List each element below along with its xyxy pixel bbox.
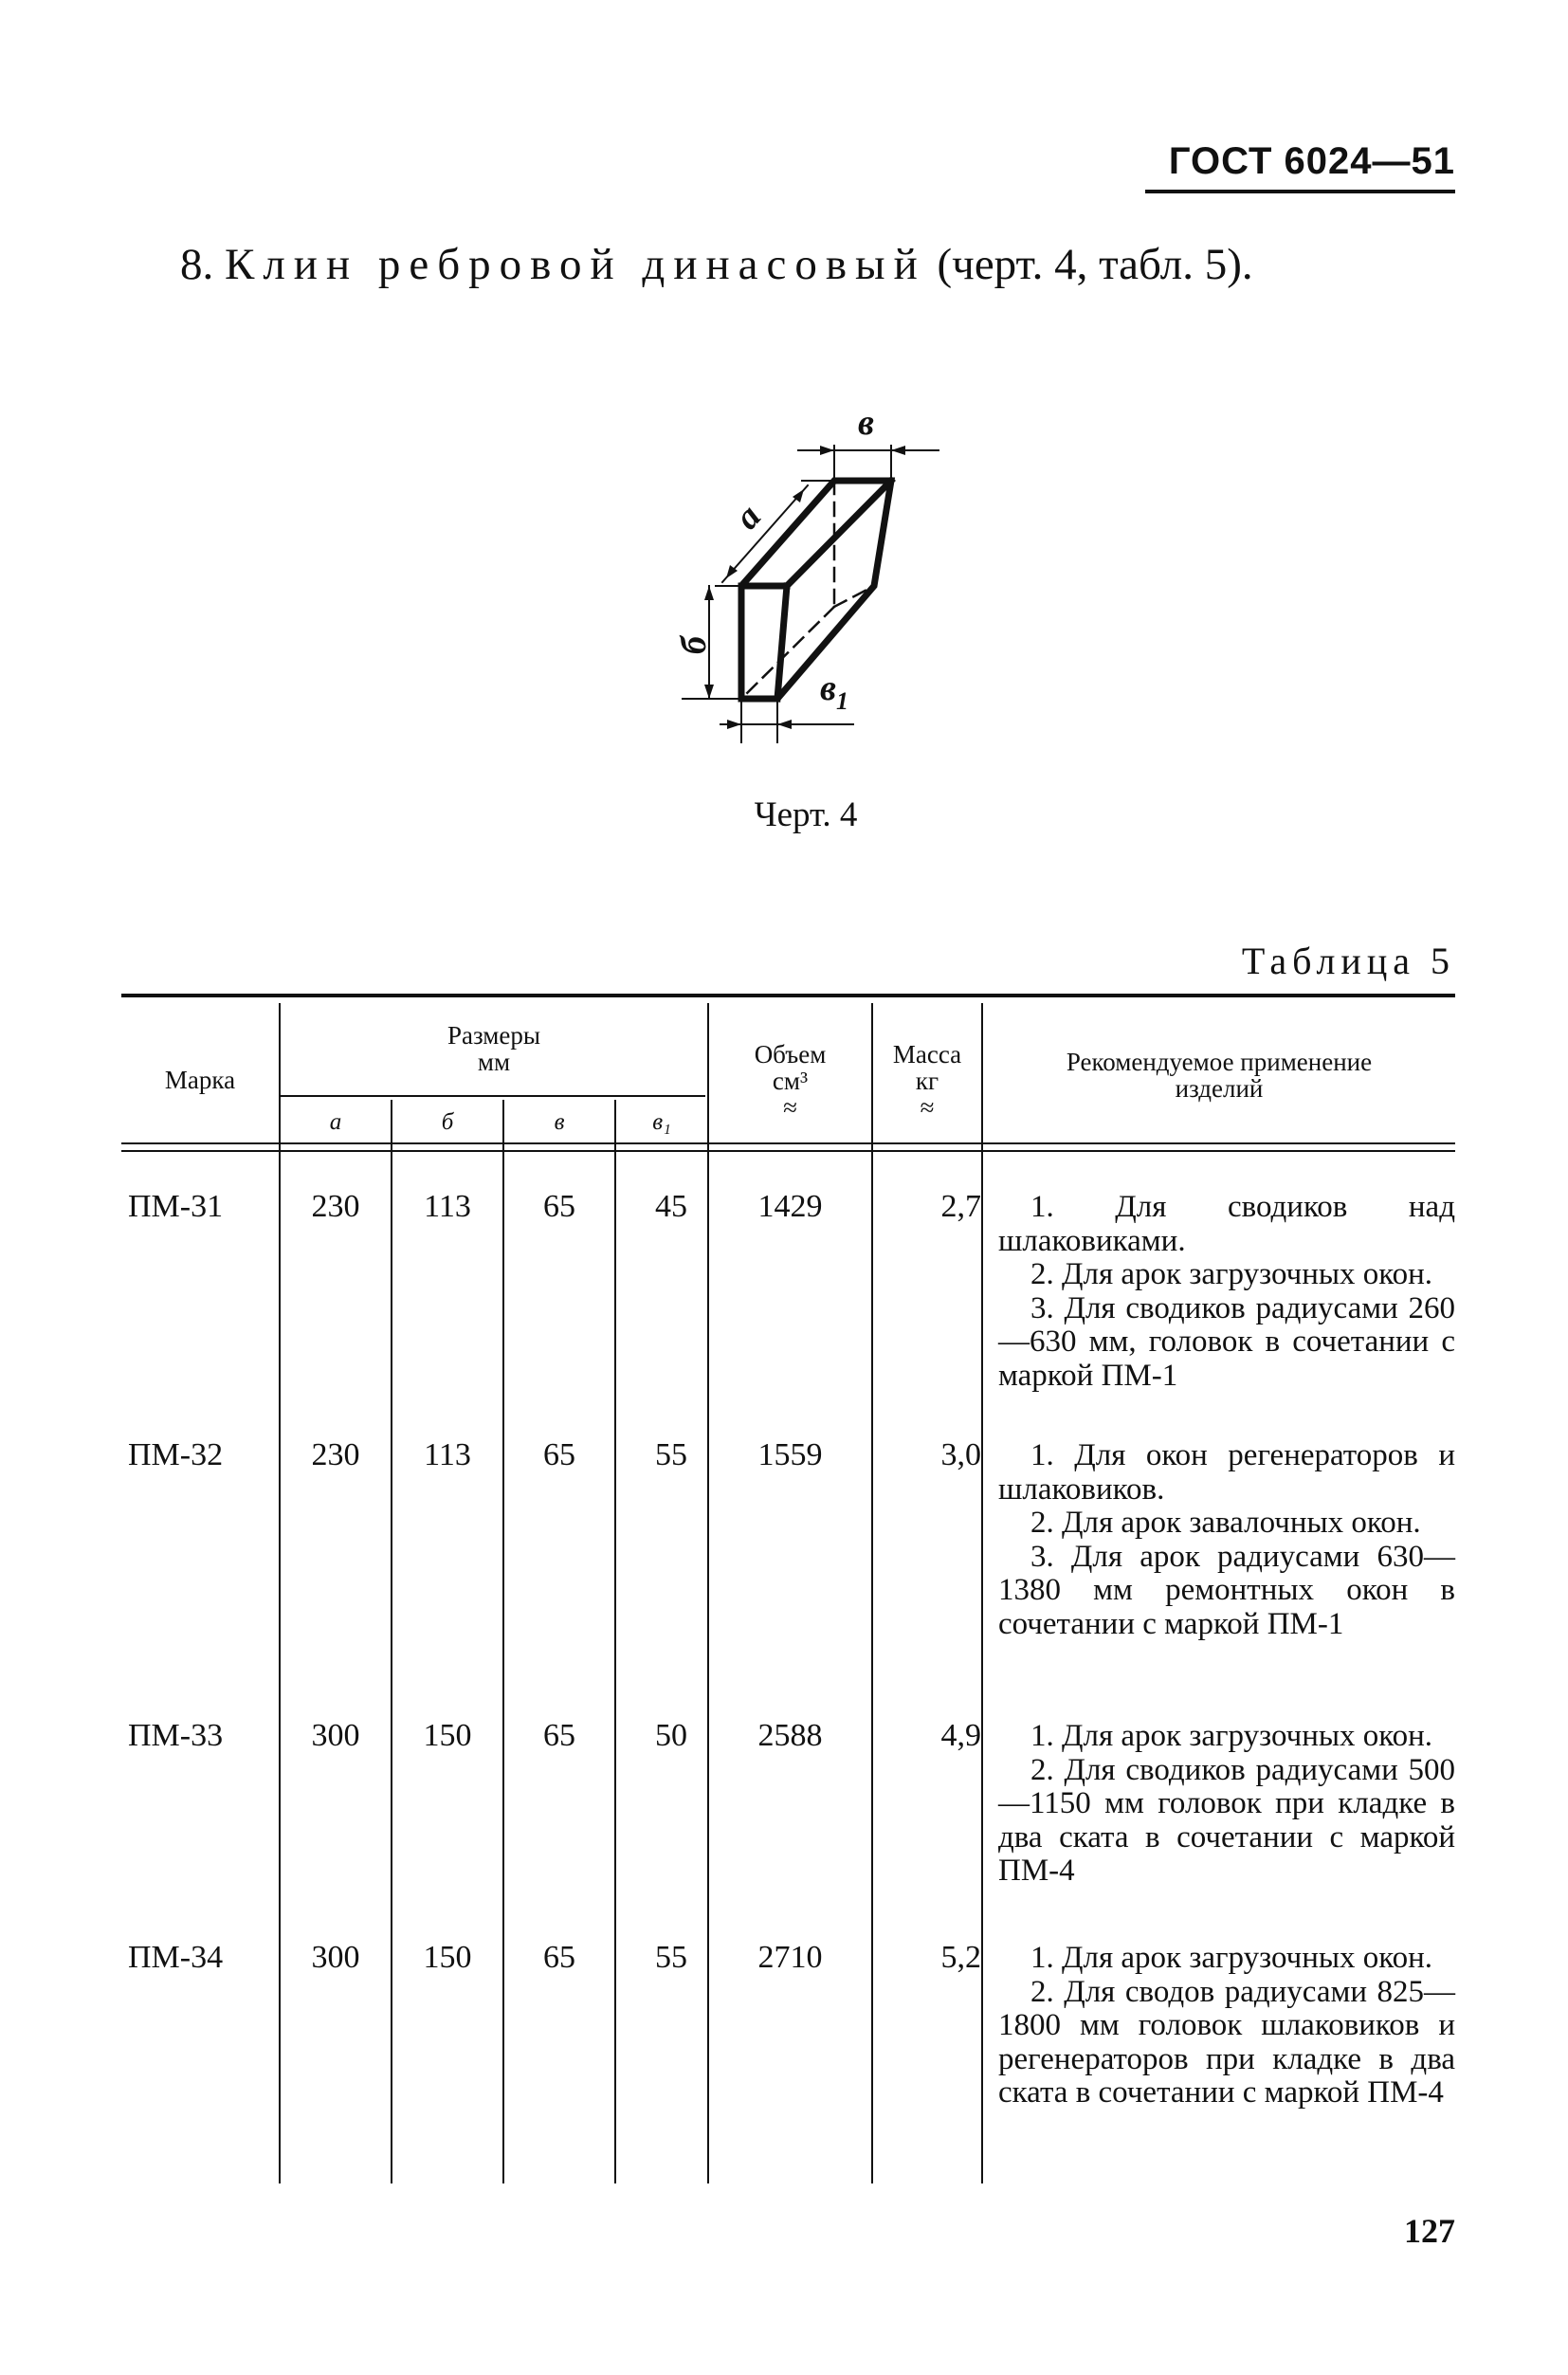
- col-rule-b: [502, 1100, 504, 2183]
- header-mass: [873, 1041, 981, 1121]
- arrowhead: [704, 685, 714, 699]
- label-v1-subscript: 1: [835, 687, 848, 715]
- header-volume: [709, 1041, 871, 1121]
- standard-number: ГОСТ 6024—51: [1168, 140, 1455, 182]
- row-1-volume: 1429: [757, 1189, 823, 1224]
- row-2-v1: 55: [655, 1437, 687, 1472]
- header-usage-line-2: изделий: [1175, 1074, 1264, 1103]
- label-v: в: [858, 406, 874, 443]
- row-4-mass: 5,2: [940, 1940, 981, 1975]
- row-4-volume: 2710: [757, 1940, 823, 1975]
- row-4-a: 300: [311, 1940, 360, 1975]
- col-rule-sizes: [707, 1003, 709, 2183]
- row-2-usage-item-1: 1. Для окон регенераторов и шлаковиков.: [998, 1438, 1455, 1507]
- row-2-b: 113: [424, 1437, 471, 1472]
- header-sub-a: а: [329, 1109, 342, 1135]
- row-3-b: 150: [423, 1718, 472, 1753]
- row-3-usage-item-1: 1. Для арок загрузочных окон.: [1030, 1719, 1433, 1753]
- row-3-v1: 50: [655, 1718, 687, 1753]
- row-1-usage-item-1: 1. Для сводиков над шлаковиками.: [998, 1190, 1455, 1258]
- header-rule-2: [121, 1150, 1455, 1152]
- header-sizes-line-2: мм: [477, 1048, 511, 1076]
- arrowhead: [727, 720, 741, 729]
- row-1-a: 230: [311, 1189, 360, 1224]
- label-v1-main: в: [820, 668, 836, 708]
- dimension-a-line: [722, 485, 808, 582]
- brick-edge-front-right: [777, 586, 787, 699]
- row-3-mass: 4,9: [940, 1718, 981, 1753]
- row-1-v: 65: [543, 1189, 575, 1224]
- header-sub-b: б: [441, 1109, 454, 1135]
- header-usage: [983, 1049, 1455, 1102]
- row-1-usage-item-3: 3. Для сводиков радиусами 260—630 мм, головок в сочетании с маркой ПМ-1: [998, 1290, 1455, 1393]
- row-1-usage-item-2: 2. Для арок загрузочных окон.: [1030, 1257, 1433, 1291]
- row-2-usage-item-2: 2. Для арок завалочных окон.: [1030, 1506, 1421, 1540]
- row-4-usage-item-2: 2. Для сводов радиусами 825—1800 мм головок шлаковиков и регенераторов при кладке в два ската в сочетании с маркой ПМ-4: [998, 1974, 1455, 2110]
- page-number: 127: [1404, 2212, 1455, 2250]
- header-sub-v1: в₁: [652, 1109, 671, 1135]
- header-sizes-line-1: Размеры: [447, 1021, 540, 1050]
- row-3-mark: ПМ-33: [128, 1718, 224, 1753]
- row-3-a: 300: [311, 1718, 360, 1753]
- row-1-usage: [998, 1191, 1455, 1393]
- sizes-header-rule: [281, 1095, 705, 1097]
- wedge-brick-drawing: [664, 406, 948, 757]
- table-top-rule: [121, 994, 1455, 997]
- section-number: 8.: [180, 240, 214, 289]
- row-3-v: 65: [543, 1718, 575, 1753]
- row-4-v: 65: [543, 1940, 575, 1975]
- row-1-mass: 2,7: [940, 1189, 981, 1224]
- col-rule-a: [391, 1100, 392, 2183]
- section-reference: (черт. 4, табл. 5).: [937, 240, 1253, 289]
- row-1-v1: 45: [655, 1189, 687, 1224]
- row-3-volume: 2588: [757, 1718, 823, 1753]
- brick-outline: [741, 481, 891, 699]
- header-mass-approx: ≈: [920, 1093, 935, 1122]
- row-4-b: 150: [423, 1940, 472, 1975]
- header-sizes: [281, 1022, 707, 1075]
- header-rule-1: [121, 1142, 1455, 1144]
- col-rule-volume: [871, 1003, 873, 2183]
- header-volume-approx: ≈: [783, 1093, 797, 1122]
- row-1-b: 113: [424, 1189, 471, 1224]
- label-v1: [820, 668, 848, 715]
- row-2-usage-item-3: 3. Для арок радиусами 630—1380 мм ремонтных окон в сочетании с маркой ПМ-1: [998, 1539, 1455, 1641]
- row-2-v: 65: [543, 1437, 575, 1472]
- header-volume-line-2: см³: [772, 1067, 809, 1095]
- arrowhead: [777, 720, 792, 729]
- header-mass-line-2: кг: [915, 1067, 939, 1095]
- row-4-mark: ПМ-34: [128, 1940, 224, 1975]
- row-2-mass: 3,0: [940, 1437, 981, 1472]
- arrowhead: [704, 586, 714, 600]
- row-4-v1: 55: [655, 1940, 687, 1975]
- row-2-usage: [998, 1439, 1455, 1641]
- header-mark: Марка: [164, 1066, 236, 1094]
- figure-caption: Черт. 4: [754, 795, 858, 834]
- label-a: а: [726, 497, 769, 538]
- arrowhead: [820, 446, 834, 455]
- arrowhead: [891, 446, 905, 455]
- row-1-mark: ПМ-31: [128, 1189, 224, 1224]
- row-3-usage: [998, 1720, 1455, 1889]
- header-rule: [1145, 190, 1455, 193]
- row-2-mark: ПМ-32: [128, 1437, 224, 1472]
- header-volume-line-1: Объем: [754, 1040, 827, 1069]
- row-4-usage: [998, 1942, 1455, 2110]
- row-2-a: 230: [311, 1437, 360, 1472]
- col-rule-mass: [981, 1003, 983, 2183]
- row-4-usage-item-1: 1. Для арок загрузочных окон.: [1030, 1941, 1433, 1975]
- header-mass-line-1: Масса: [892, 1040, 962, 1069]
- col-rule-mark: [279, 1003, 281, 2183]
- table-title: Таблица 5: [1241, 940, 1455, 982]
- label-b: б: [674, 636, 714, 654]
- header-sub-v: в: [554, 1109, 565, 1135]
- section-heading: [180, 239, 1253, 290]
- row-3-usage-item-2: 2. Для сводиков радиусами 500—1150 мм головок при кладке в два ската в сочетании с маркой ПМ-4: [998, 1752, 1455, 1888]
- row-2-volume: 1559: [757, 1437, 823, 1472]
- header-usage-line-1: Рекомендуемое применение: [1066, 1048, 1373, 1076]
- section-title: Клин ребровой динасовый: [225, 240, 926, 289]
- col-rule-v: [614, 1100, 616, 2183]
